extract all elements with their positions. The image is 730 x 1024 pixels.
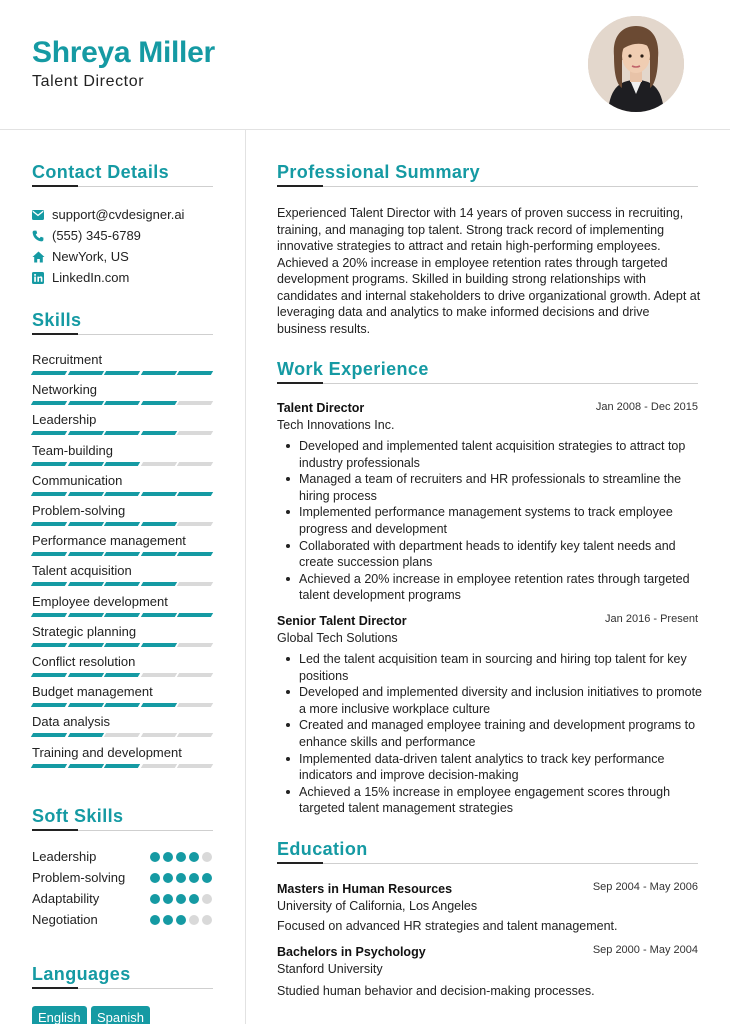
skill-level-segment bbox=[141, 613, 177, 617]
degree-title: Bachelors in Psychology bbox=[277, 945, 426, 959]
skill-level-bar bbox=[32, 613, 212, 617]
skill-level-bar bbox=[32, 582, 212, 586]
contact-section-rule bbox=[32, 186, 213, 187]
skill-level-segment bbox=[141, 401, 177, 405]
rating-dot bbox=[202, 852, 212, 862]
skill-level-segment bbox=[104, 733, 140, 737]
skill-level-segment bbox=[141, 703, 177, 707]
candidate-name: Shreya Miller bbox=[32, 36, 215, 69]
skill-level-segment bbox=[104, 552, 140, 556]
soft-skill-rating bbox=[150, 852, 212, 862]
skill-level-segment bbox=[177, 552, 213, 556]
skill-level-segment bbox=[67, 733, 103, 737]
rating-dot bbox=[189, 915, 199, 925]
skill-level-bar bbox=[32, 764, 212, 768]
soft-skill-item bbox=[32, 891, 212, 907]
skill-level-segment bbox=[31, 401, 67, 405]
skill-level-segment bbox=[67, 492, 103, 496]
skill-level-bar bbox=[32, 522, 212, 526]
skill-level-segment bbox=[31, 613, 67, 617]
skill-level-segment bbox=[31, 371, 67, 375]
skill-item bbox=[32, 412, 212, 428]
skill-level-segment bbox=[67, 522, 103, 526]
job-company: Global Tech Solutions bbox=[277, 631, 398, 645]
skill-level-segment bbox=[31, 431, 67, 435]
skill-level-segment bbox=[104, 492, 140, 496]
skill-level-segment bbox=[177, 703, 213, 707]
skill-level-segment bbox=[67, 764, 103, 768]
rating-dot bbox=[176, 915, 186, 925]
skill-item bbox=[32, 473, 212, 489]
skill-item bbox=[32, 352, 212, 368]
job-bullet: Developed and implemented diversity and inclusion initiatives to promote a more inclusive workplace culture bbox=[299, 685, 702, 716]
contact-phone-text: (555) 345-6789 bbox=[52, 228, 141, 243]
skill-item bbox=[32, 443, 212, 459]
skill-level-bar bbox=[32, 643, 212, 647]
soft-skill-label: Adaptability bbox=[32, 891, 100, 906]
skill-level-segment bbox=[177, 673, 213, 677]
skill-item bbox=[32, 503, 212, 519]
skill-level-segment bbox=[67, 613, 103, 617]
skill-level-segment bbox=[31, 643, 67, 647]
skill-level-segment bbox=[31, 703, 67, 707]
skill-level-segment bbox=[104, 522, 140, 526]
skill-level-segment bbox=[177, 401, 213, 405]
degree-description: Focused on advanced HR strategies and talent management. bbox=[277, 919, 618, 933]
skill-item bbox=[32, 382, 212, 398]
skill-level-segment bbox=[31, 552, 67, 556]
degree-title: Masters in Human Resources bbox=[277, 882, 453, 896]
rating-dot bbox=[176, 873, 186, 883]
rating-dot bbox=[202, 873, 212, 883]
skill-level-segment bbox=[104, 643, 140, 647]
skill-level-segment bbox=[177, 431, 213, 435]
skills-section-rule bbox=[32, 334, 213, 335]
home-icon bbox=[32, 251, 52, 263]
skill-level-segment bbox=[67, 431, 103, 435]
skill-item bbox=[32, 594, 212, 610]
job-bullet: Achieved a 15% increase in employee engagement scores through targeted talent management strategies bbox=[299, 784, 704, 817]
soft-skill-label: Problem-solving bbox=[32, 870, 126, 885]
resume-header bbox=[0, 0, 730, 130]
education-section-rule bbox=[277, 863, 698, 864]
skill-level-bar bbox=[32, 552, 212, 556]
rating-dot bbox=[150, 915, 160, 925]
column-divider bbox=[245, 130, 246, 1024]
skill-label: Leadership bbox=[32, 412, 97, 428]
skill-level-bar bbox=[32, 673, 212, 677]
skill-level-segment bbox=[141, 462, 177, 466]
contact-linkedin[interactable] bbox=[32, 270, 222, 285]
job-bullet: Created and managed employee training and development programs to enhance skills and performance bbox=[299, 717, 704, 750]
skill-item bbox=[32, 745, 212, 761]
skill-level-segment bbox=[104, 673, 140, 677]
job-bullet: Implemented data-driven talent analytics to track key performance indicators and improve decision-making bbox=[299, 751, 704, 784]
languages-section-rule bbox=[32, 988, 213, 989]
skill-level-segment bbox=[67, 401, 103, 405]
skill-label: Conflict resolution bbox=[32, 654, 136, 669]
skill-level-segment bbox=[177, 462, 213, 466]
rating-dot bbox=[150, 894, 160, 904]
contact-location-text: NewYork, US bbox=[52, 249, 129, 264]
skill-level-segment bbox=[104, 401, 140, 405]
skill-level-segment bbox=[67, 552, 103, 556]
skill-level-segment bbox=[177, 371, 213, 375]
summary-section-rule bbox=[277, 186, 698, 187]
language-badge: Spanish bbox=[91, 1006, 150, 1024]
contact-linkedin-text: LinkedIn.com bbox=[52, 270, 130, 285]
contact-phone[interactable] bbox=[32, 228, 222, 243]
degree-description: Studied human behavior and decision-making processes. bbox=[277, 984, 595, 998]
skill-level-bar bbox=[32, 371, 212, 375]
rating-dot bbox=[150, 873, 160, 883]
job-date: Jan 2016 - Present bbox=[605, 613, 698, 625]
skill-level-segment bbox=[141, 643, 177, 647]
skill-item bbox=[32, 654, 212, 670]
soft-skill-label: Negotiation bbox=[32, 912, 98, 927]
experience-section-rule bbox=[277, 383, 698, 384]
skill-level-segment bbox=[141, 492, 177, 496]
skill-label: Team-building bbox=[32, 442, 113, 458]
rating-dot bbox=[163, 873, 173, 883]
skill-level-bar bbox=[32, 492, 212, 496]
rating-dot bbox=[202, 894, 212, 904]
job-bullets bbox=[299, 651, 704, 817]
contact-email-text: support@cvdesigner.ai bbox=[52, 207, 185, 222]
skill-level-bar bbox=[32, 733, 212, 737]
skill-label: Problem-solving bbox=[32, 503, 126, 518]
skill-level-segment bbox=[141, 582, 177, 586]
degree-date: Sep 2000 - May 2004 bbox=[592, 944, 698, 956]
skill-level-segment bbox=[31, 764, 67, 768]
soft-skill-rating bbox=[150, 873, 212, 883]
job-date: Jan 2008 - Dec 2015 bbox=[595, 401, 698, 413]
skill-level-bar bbox=[32, 462, 212, 466]
skill-level-segment bbox=[104, 703, 140, 707]
soft-skill-item bbox=[32, 912, 212, 928]
skill-level-segment bbox=[177, 643, 213, 647]
skill-level-segment bbox=[141, 522, 177, 526]
experience-section-title: Work Experience bbox=[277, 359, 429, 379]
skill-level-segment bbox=[141, 733, 177, 737]
skill-level-segment bbox=[67, 703, 103, 707]
summary-section-title: Professional Summary bbox=[277, 162, 481, 182]
contact-email[interactable] bbox=[32, 207, 222, 222]
school-name: University of California, Los Angeles bbox=[277, 899, 478, 913]
skill-level-segment bbox=[141, 764, 177, 768]
phone-icon bbox=[32, 230, 52, 242]
skill-level-segment bbox=[104, 613, 140, 617]
profile-photo bbox=[588, 16, 684, 112]
contact-location bbox=[32, 249, 222, 264]
soft-skill-label: Leadership bbox=[32, 849, 97, 864]
education-section-title: Education bbox=[277, 839, 368, 859]
skill-level-bar bbox=[32, 401, 212, 405]
rating-dot bbox=[202, 915, 212, 925]
skill-level-segment bbox=[67, 462, 103, 466]
skill-level-segment bbox=[104, 431, 140, 435]
skill-item bbox=[32, 714, 212, 730]
skill-label: Employee development bbox=[32, 593, 168, 609]
skill-label: Recruitment bbox=[32, 352, 103, 367]
skill-item bbox=[32, 624, 212, 640]
job-company: Tech Innovations Inc. bbox=[277, 418, 395, 432]
job-bullets bbox=[299, 438, 704, 604]
skill-level-segment bbox=[31, 582, 67, 586]
skill-level-segment bbox=[141, 552, 177, 556]
skill-level-segment bbox=[177, 522, 213, 526]
school-name: Stanford University bbox=[277, 962, 383, 976]
rating-dot bbox=[163, 894, 173, 904]
job-title: Senior Talent Director bbox=[277, 614, 407, 628]
soft-skills-section-rule bbox=[32, 830, 213, 831]
skill-level-segment bbox=[104, 371, 140, 375]
job-bullet: Achieved a 20% increase in employee retention rates through targeted talent development programs bbox=[299, 571, 704, 604]
job-bullet: Developed and implemented talent acquisition strategies to attract top industry professionals bbox=[299, 438, 704, 471]
skill-level-segment bbox=[141, 673, 177, 677]
skill-level-segment bbox=[177, 764, 213, 768]
rating-dot bbox=[163, 852, 173, 862]
skill-level-segment bbox=[31, 733, 67, 737]
skill-level-segment bbox=[177, 733, 213, 737]
rating-dot bbox=[189, 873, 199, 883]
skill-level-segment bbox=[31, 492, 67, 496]
skill-label: Networking bbox=[32, 382, 98, 398]
skill-level-segment bbox=[31, 673, 67, 677]
skill-label: Communication bbox=[32, 472, 123, 488]
skill-label: Data analysis bbox=[32, 714, 111, 730]
rating-dot bbox=[189, 894, 199, 904]
skill-level-segment bbox=[67, 673, 103, 677]
skill-level-segment bbox=[31, 462, 67, 466]
rating-dot bbox=[176, 894, 186, 904]
job-bullet: Led the talent acquisition team in sourcing and hiring top talent for key positions bbox=[299, 651, 704, 684]
job-bullet: Collaborated with department heads to identify key talent needs and create succession plans bbox=[299, 538, 704, 571]
soft-skill-item bbox=[32, 870, 212, 886]
rating-dot bbox=[176, 852, 186, 862]
skill-level-bar bbox=[32, 431, 212, 435]
languages-section-title: Languages bbox=[32, 964, 131, 984]
skill-item bbox=[32, 563, 212, 579]
job-bullet: Implemented performance management systems to track employee progress and development bbox=[299, 504, 704, 537]
contact-section-title: Contact Details bbox=[32, 162, 170, 182]
skill-label: Budget management bbox=[32, 684, 153, 700]
skill-level-segment bbox=[31, 522, 67, 526]
skill-level-segment bbox=[104, 462, 140, 466]
job-bullet: Managed a team of recruiters and HR professionals to streamline the hiring process bbox=[299, 471, 704, 504]
job-title: Talent Director bbox=[277, 401, 365, 415]
soft-skill-item bbox=[32, 849, 212, 865]
portrait-illustration bbox=[588, 16, 684, 112]
skill-label: Talent acquisition bbox=[32, 563, 132, 579]
rating-dot bbox=[150, 852, 160, 862]
envelope-icon bbox=[32, 210, 52, 220]
skill-level-segment bbox=[177, 492, 213, 496]
skills-section-title: Skills bbox=[32, 310, 82, 330]
skill-level-segment bbox=[141, 431, 177, 435]
skill-level-bar bbox=[32, 703, 212, 707]
skill-level-segment bbox=[67, 582, 103, 586]
skill-item bbox=[32, 533, 212, 549]
soft-skill-rating bbox=[150, 915, 212, 925]
summary-text: Experienced Talent Director with 14 years of proven success in recruiting, training, and managing top talent. Strong track record of implementing innovative strategies to attract and retain high-performing employees. Achieved a 20% increase in employee retention rates through targeted development programs. Skilled in building strong relationships with candidates and internal stakeholders to drive organizational growth. Adept at leveraging data and analytics to make informed decisions and drive business results. bbox=[277, 206, 701, 336]
skill-item bbox=[32, 684, 212, 700]
skill-level-segment bbox=[177, 613, 213, 617]
rating-dot bbox=[163, 915, 173, 925]
degree-date: Sep 2004 - May 2006 bbox=[592, 881, 698, 893]
soft-skill-rating bbox=[150, 894, 212, 904]
candidate-role: Talent Director bbox=[32, 73, 145, 90]
linkedin-icon bbox=[32, 272, 52, 284]
skill-level-segment bbox=[104, 764, 140, 768]
soft-skills-section-title: Soft Skills bbox=[32, 806, 124, 826]
skill-label: Training and development bbox=[32, 744, 182, 760]
skill-label: Strategic planning bbox=[32, 623, 137, 639]
skill-level-segment bbox=[177, 582, 213, 586]
skill-label: Performance management bbox=[32, 533, 186, 549]
language-badge: English bbox=[32, 1006, 87, 1024]
skill-level-segment bbox=[67, 643, 103, 647]
skill-level-segment bbox=[104, 582, 140, 586]
rating-dot bbox=[189, 852, 199, 862]
skill-level-segment bbox=[67, 371, 103, 375]
skill-level-segment bbox=[141, 371, 177, 375]
